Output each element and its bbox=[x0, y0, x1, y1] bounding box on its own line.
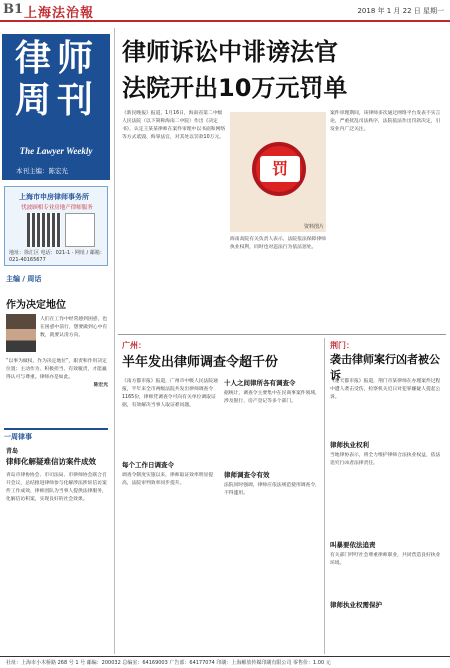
section1-heading bbox=[122, 340, 278, 370]
author-portrait bbox=[6, 314, 36, 352]
ad-firm-name: 上海市申房律师事务所 bbox=[19, 193, 89, 201]
host-label: 主编 / 周话 bbox=[6, 275, 42, 283]
column-title-box bbox=[2, 34, 110, 180]
section-column-divider bbox=[324, 338, 325, 654]
column-divider bbox=[114, 28, 115, 654]
section1-title: 半年发出律师调查令超千份 bbox=[122, 355, 279, 370]
page-number: B1 bbox=[3, 2, 24, 17]
headline-line-1: 律师诉讼中诽谤法官 bbox=[122, 38, 338, 66]
section2-subhead-2: 叫暴要依法追责 bbox=[330, 541, 376, 549]
photo-credit: 资料图片 bbox=[303, 224, 324, 230]
section2-place: 荆门： bbox=[330, 341, 354, 350]
region-article-text: 青岛市律协协会、市司法局、市律师协会联合召开会议，总结推进律师参与化解涉法涉诉信访案件工作成效，律师团队为当事人提供法律服务，化解信访积案，实现良好的社会效果。 bbox=[6, 473, 107, 502]
date-line: 2018 年 1 月 22 日 星期一 bbox=[357, 7, 444, 15]
section1-text-4: 法院同时强调，律师应依法规范使用调查令，不得滥用。 bbox=[224, 483, 320, 496]
stamp-photo bbox=[230, 112, 326, 232]
section2-text-2: 当地律协表示，将全力维护律师合法执业权益，依法追究行凶者法律责任。 bbox=[330, 453, 441, 466]
headline-line-2: 法院开出10万元罚单 bbox=[122, 74, 348, 102]
left-column bbox=[0, 26, 112, 662]
footer: 社址：上海市小木桥路 268 号 1 号 邮编：200032 总编室：64169003 广告部：64177074 印刷：上海解放传媒印刷有限公司 零售价：1.00 元 bbox=[0, 656, 450, 668]
ad-contact: 地址：徐汇区 电话：021-1 · 网址 / 邮箱：021-40165677 bbox=[9, 250, 105, 263]
section1-subhead-1: 每个工作日调查令 bbox=[122, 461, 174, 469]
stamp-character: 罚 bbox=[260, 156, 300, 182]
qr-code-icon bbox=[27, 213, 61, 247]
section1-text-3: 据统计，调查令主要集中在民商事案件领域，涉及银行、房产登记等多个部门。 bbox=[224, 391, 320, 404]
commentary-text: 人们在工作中经常感到困惑，也在困惑中前行，想要做到心中有数，就要认清方向。 bbox=[40, 317, 108, 338]
commentary-signature: 陈宏光 bbox=[93, 383, 108, 388]
newspaper-logo: 上海法治報 bbox=[24, 6, 95, 21]
section1-subhead-3: 律师调查令有效 bbox=[224, 471, 270, 479]
commentary-body-text: “以事为做权，作为决定地位”，职责和作用决定位置；主动作为、积极担当、有效履责，才能赢得认可与尊重。律师亦是如此。 bbox=[6, 359, 107, 380]
lead-article-right: 案件审理期间，该律师多次通过网络平台发表不实言论，严重扰乱司法秩序，法院依法作出罚款决定，引发业内广泛关注。 bbox=[330, 111, 441, 132]
commentary-title: 作为决定地位 bbox=[6, 300, 66, 311]
section2-text: 《楚天都市报》报道，荆门市某律师在办理案件过程中遭人袭击受伤，检察机关近日对犯罪嫌疑人提起公诉。 bbox=[330, 379, 441, 400]
section2-heading bbox=[330, 340, 450, 383]
section2-subhead-3: 律师执业权需保护 bbox=[330, 601, 382, 609]
editor-credit: 本刊主编：陈宏光 bbox=[16, 167, 68, 175]
commentary-body bbox=[6, 358, 108, 390]
masthead bbox=[0, 0, 450, 22]
section2-subhead-1: 律师执业权利 bbox=[330, 441, 369, 449]
column-title: 律师周刊 bbox=[14, 38, 99, 121]
section1-subhead-2: 十人之间律所各有调查令 bbox=[224, 379, 296, 387]
region-article-title: 律师化解疑难信访案件成效 bbox=[6, 457, 96, 466]
lead-article-intro: 《新民晚报》报道，1月16日，海南省第二中级人民法院（以下简称海南二中院）作出《决定书》，认定王某某律师在案件审理中以书面和网络等方式诋毁、侮辱法官，对其处以罚款10万元。 bbox=[122, 111, 226, 140]
section1-text-2: 调查令制度实施以来，律师取证效率明显提高，法院审判效率同步提升。 bbox=[122, 473, 214, 486]
section2-title: 袭击律师案行凶者被公诉 bbox=[330, 353, 440, 382]
region-name: 青岛 bbox=[6, 448, 19, 455]
main-headline bbox=[122, 34, 444, 106]
section2-text-3: 有关部门呼吁社会尊重律师职业，共同营造良好执业环境。 bbox=[330, 553, 441, 566]
lead-article-bottom: 海南高院有关负责人表示，法院依法保障律师执业权利，同时也对违法行为依法惩处。 bbox=[230, 237, 326, 250]
section1-place: 广州： bbox=[122, 341, 146, 350]
section-divider bbox=[118, 334, 446, 335]
ad-tagline: 忧波顾相专业房地产律师服务 bbox=[21, 205, 93, 211]
advertisement bbox=[4, 186, 108, 266]
section1-text: 《南方都市报》报道，广州市中级人民法院通报，半年来全市两级法院共发出律师调查令1165份，律师凭调查令可向有关单位调取证据，有效解决当事人取证难问题。 bbox=[122, 379, 218, 408]
ad-image bbox=[65, 213, 95, 247]
weekly-section-label: 一周律事 bbox=[4, 428, 108, 440]
column-subtitle: The Lawyer Weekly bbox=[19, 146, 93, 156]
